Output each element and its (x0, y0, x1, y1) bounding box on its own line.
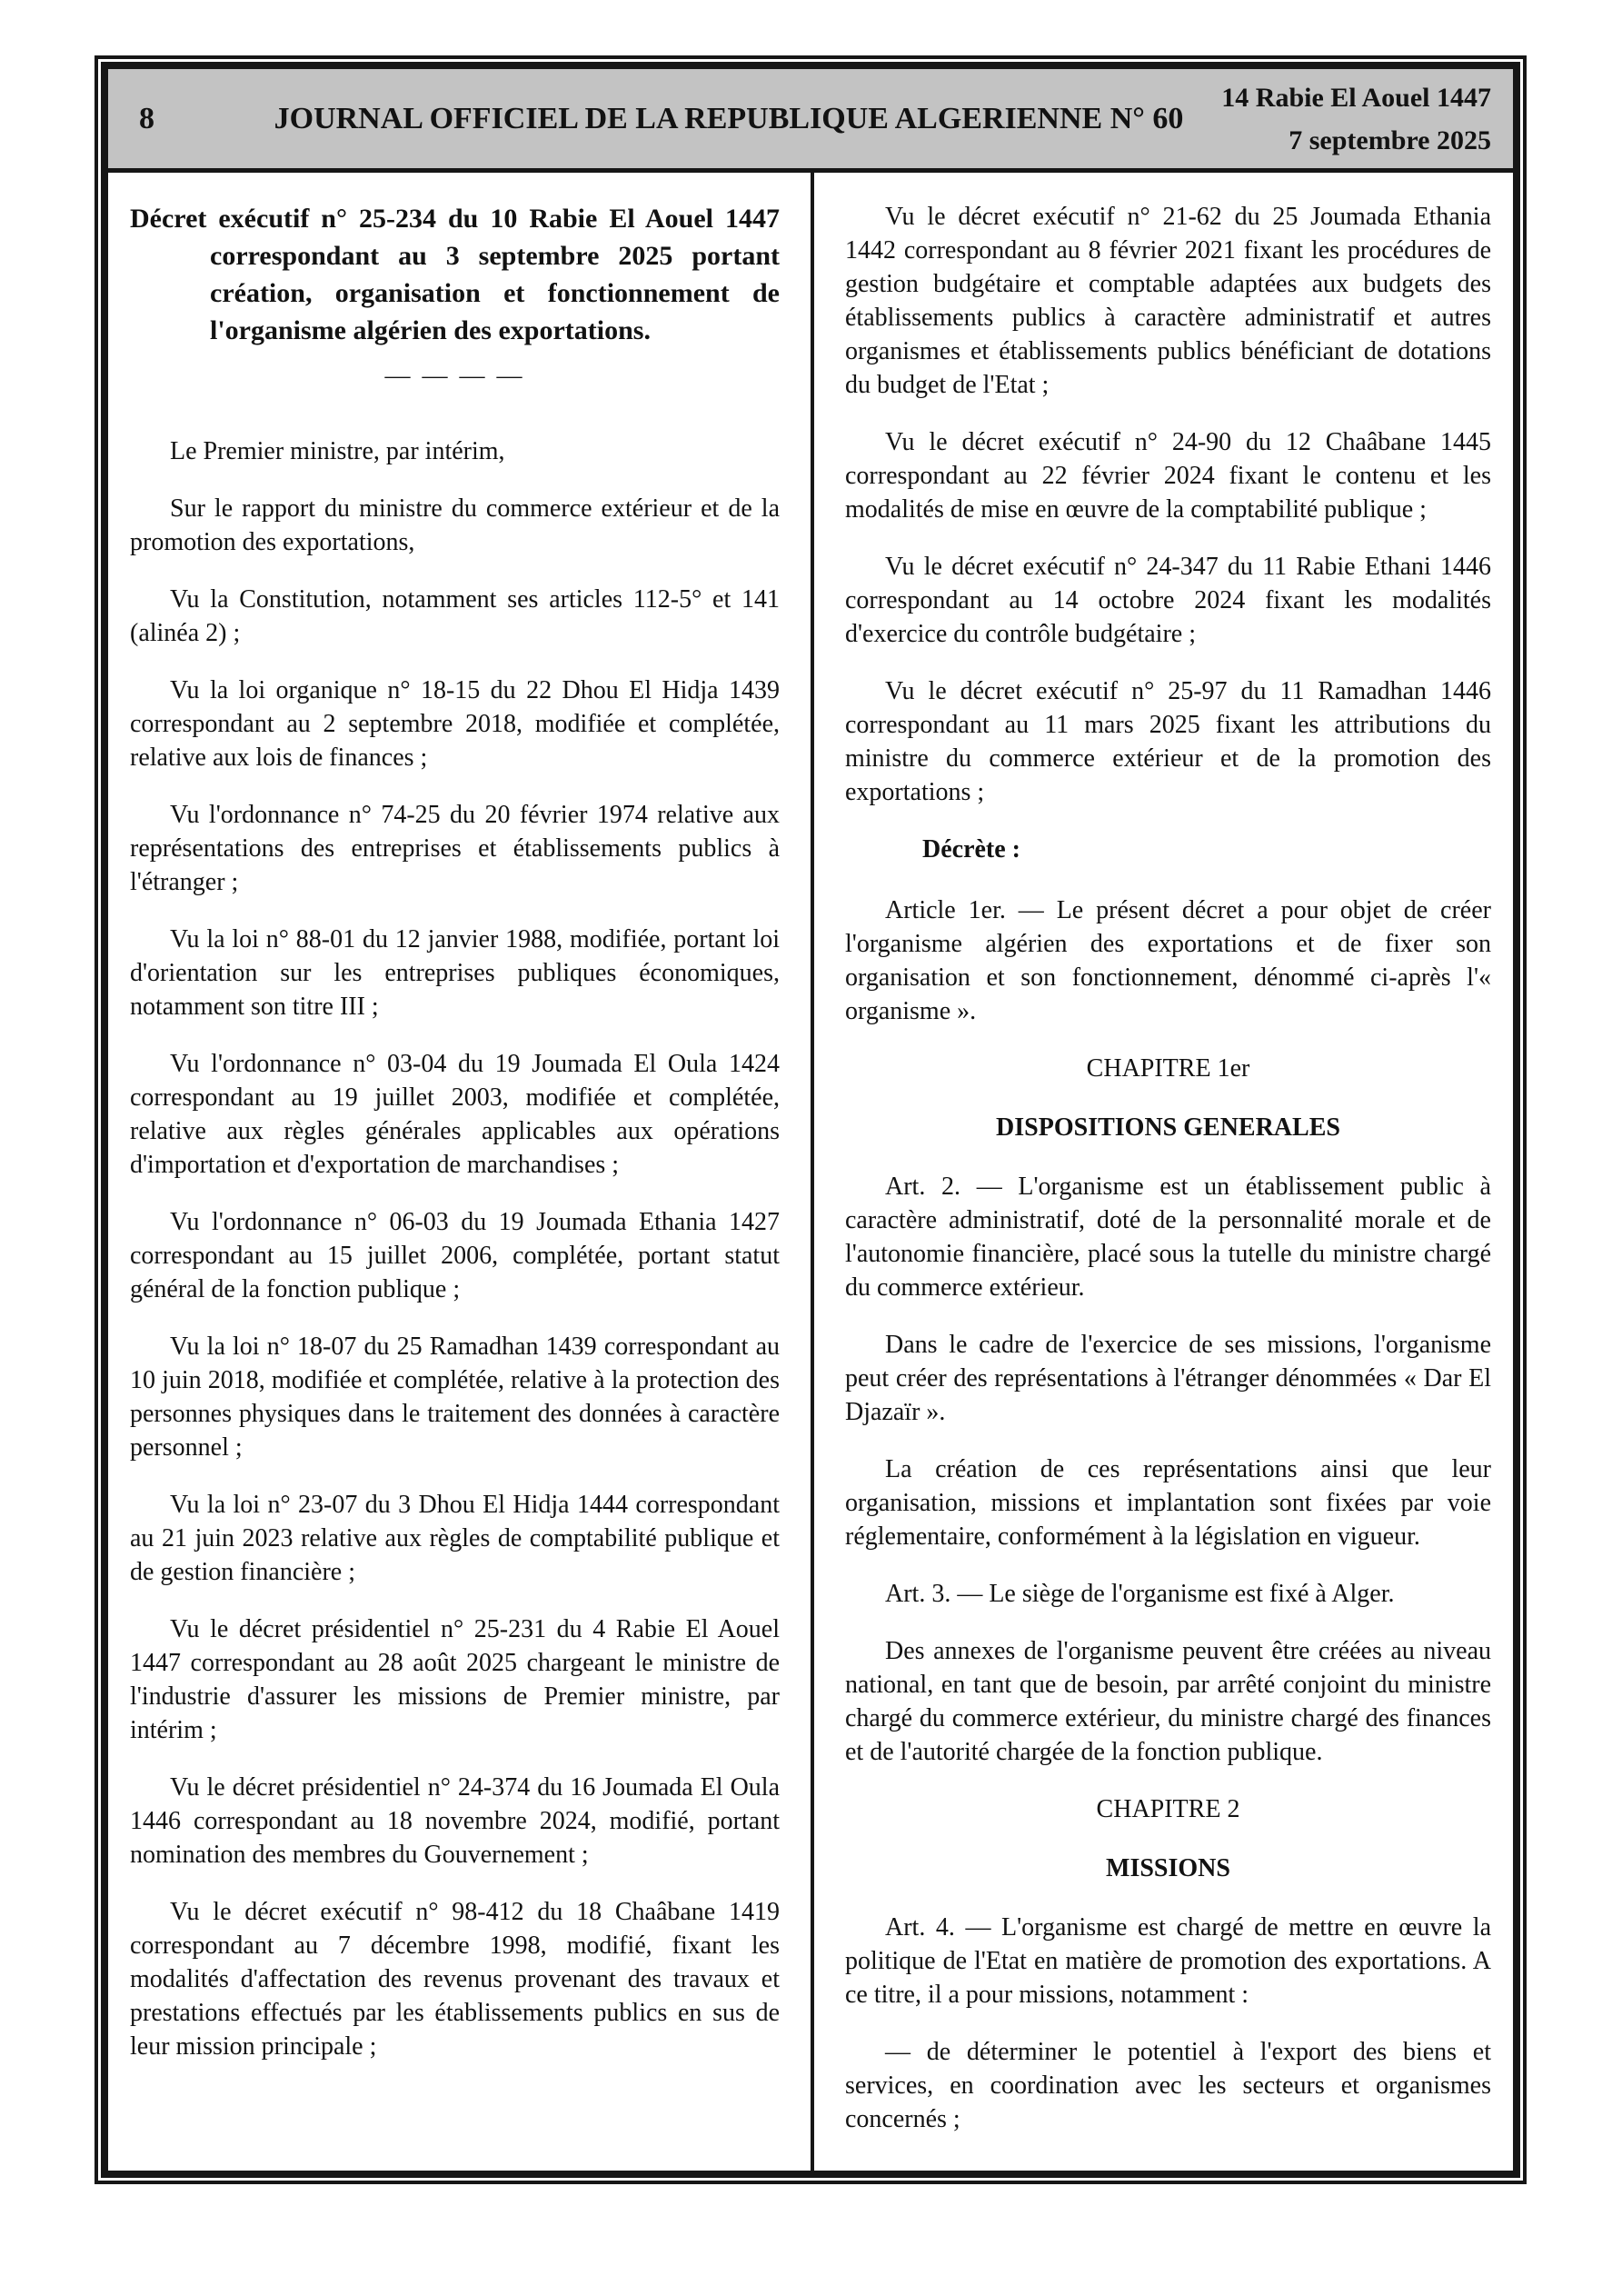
visa-paragraph: Vu la loi organique n° 18-15 du 22 Dhou El Hidja 1439 correspondant au 2 septembre 2018, modifiée et complétée, relative aux lois de finances ; (130, 676, 780, 772)
journal-title: JOURNAL OFFICIEL DE LA REPUBLIQUE ALGERIENNE N° 60 (274, 101, 1184, 135)
visa-paragraph: Vu le décret présidentiel n° 24-374 du 16 Joumada El Oula 1446 correspondant au 18 novembre 2024, modifié, portant nomination des membres du Gouvernement ; (130, 1773, 780, 1869)
visa-paragraph: Vu la loi n° 18-07 du 25 Ramadhan 1439 correspondant au 10 juin 2018, modifiée et complétée, relative à la protection des personnes physiques dans le traitement des données à caractère personnel ; (130, 1333, 780, 1462)
article-3-alinea-2: Des annexes de l'organisme peuvent être créées au niveau national, en tant que de besoin, par arrêté conjoint du ministre chargé du commerce extérieur, du ministre chargé des finances et de l'autorité chargée de la fonction publique. (845, 1637, 1491, 1766)
dash-separator: — — — — (384, 362, 525, 390)
header-dates (1191, 76, 1491, 162)
article-2-alinea-2: Dans le cadre de l'exercice de ses missions, l'organisme peut créer des représentations à l'étranger dénommées « Dar El Djazaïr ». (845, 1331, 1491, 1426)
visa-paragraph: Vu le décret exécutif n° 24-347 du 11 Rabie Ethani 1446 correspondant au 14 octobre 2024 fixant les modalités d'exercice du contrôle budgétaire ; (845, 553, 1491, 648)
visa-paragraph: Vu le décret exécutif n° 21-62 du 25 Joumada Ethania 1442 correspondant au 8 février 2021 fixant les procédures de gestion budgétaire et comptable adaptées aux budgets des établissements publics à caractère administratif et autres organismes et établissements publics bénéficiant de dotations du budget de l'Etat ; (845, 203, 1491, 399)
visa-paragraph: Vu la loi n° 23-07 du 3 Dhou El Hidja 1444 correspondant au 21 juin 2023 relative aux règles de comptabilité publique et de gestion financière ; (130, 1491, 780, 1586)
left-column (108, 173, 811, 2171)
date-hijri: 14 Rabie El Aouel 1447 (1221, 82, 1491, 113)
decree-title: Décret exécutif n° 25-234 du 10 Rabie El Aouel 1447 correspondant au 3 septembre 2025 portant création, organisation et fonctionnement de l'organisme algérien des exportations. (130, 204, 780, 345)
visa-paragraph: Vu le décret présidentiel n° 25-231 du 4 Rabie El Aouel 1447 correspondant au 28 août 2025 chargeant le ministre de l'industrie d'assurer les missions de Premier ministre, par intérim ; (130, 1615, 780, 1744)
visa-paragraph: Vu le décret exécutif n° 24-90 du 12 Chaâbane 1445 correspondant au 22 février 2024 fixant le contenu et les modalités de mise en œuvre de la comptabilité publique ; (845, 428, 1491, 524)
visa-paragraph: Vu le décret exécutif n° 25-97 du 11 Ramadhan 1446 correspondant au 11 mars 2025 fixant les attributions du ministre du commerce extérieur et de la promotion des exportations ; (845, 677, 1491, 806)
visa-paragraph: Vu l'ordonnance n° 06-03 du 19 Joumada Ethania 1427 correspondant au 15 juillet 2006, complétée, portant statut général de la fonction publique ; (130, 1208, 780, 1303)
chapter-1-title: DISPOSITIONS GENERALES (996, 1113, 1340, 1142)
visa-paragraph: Vu l'ordonnance n° 74-25 du 20 février 1974 relative aux représentations des entreprises et établissements publics à l'étranger ; (130, 801, 780, 896)
right-column (811, 173, 1513, 2171)
date-gregorian: 7 septembre 2025 (1289, 125, 1491, 155)
paragraph: Sur le rapport du ministre du commerce extérieur et de la promotion des exportations, (130, 494, 780, 556)
page-number: 8 (139, 101, 154, 135)
page-frame (95, 55, 1527, 2184)
visa-paragraph: Vu la Constitution, notamment ses articles 112-5° et 141 (alinéa 2) ; (130, 585, 780, 647)
article-2: Art. 2. — L'organisme est un établissement public à caractère administratif, doté de la personnalité morale et de l'autonomie financière, placé sous la tutelle du ministre chargé du commerce extérieur. (845, 1173, 1491, 1302)
page-header (108, 69, 1513, 173)
visa-paragraph: Vu l'ordonnance n° 03-04 du 19 Joumada El Oula 1424 correspondant au 19 juillet 2003, modifiée et complétée, relative aux règles générales applicables aux opérations d'importation et d'exportation de marchandises ; (130, 1050, 780, 1179)
article-4-item: — de déterminer le potentiel à l'export des biens et services, en coordination avec les secteurs et organismes concernés ; (845, 2038, 1491, 2133)
article-3: Art. 3. — Le siège de l'organisme est fixé à Alger. (885, 1580, 1395, 1608)
chapter-2-label: CHAPITRE 2 (1096, 1795, 1240, 1823)
chapter-1-label: CHAPITRE 1er (1086, 1054, 1250, 1083)
article-1: Article 1er. — Le présent décret a pour objet de créer l'organisme algérien des exportations et de fixer son organisation et son fonctionnement, dénommé ci-après l'« organisme ». (845, 896, 1491, 1025)
two-column-body (108, 173, 1513, 2171)
visa-paragraph: Vu le décret exécutif n° 98-412 du 18 Chaâbane 1419 correspondant au 7 décembre 1998, modifié, fixant les modalités d'affectation des revenus provenant des travaux et prestations effectués par les établissements publics en sus de leur mission principale ; (130, 1898, 780, 2061)
article-2-alinea-3: La création de ces représentations ainsi que leur organisation, missions et implantation sont fixées par voie réglementaire, conformément à la législation en vigueur. (845, 1455, 1491, 1551)
chapter-2-title: MISSIONS (1106, 1854, 1230, 1882)
decrete-label: Décrète : (922, 835, 1021, 863)
page-frame-inner (101, 62, 1520, 2178)
visa-paragraph: Vu la loi n° 88-01 du 12 janvier 1988, modifiée, portant loi d'orientation sur les entreprises publiques économiques, notamment son titre III ; (130, 925, 780, 1021)
paragraph: Le Premier ministre, par intérim, (170, 437, 505, 465)
article-4: Art. 4. — L'organisme est chargé de mettre en œuvre la politique de l'Etat en matière de promotion des exportations. A ce titre, il a pour missions, notamment : (845, 1913, 1491, 2009)
